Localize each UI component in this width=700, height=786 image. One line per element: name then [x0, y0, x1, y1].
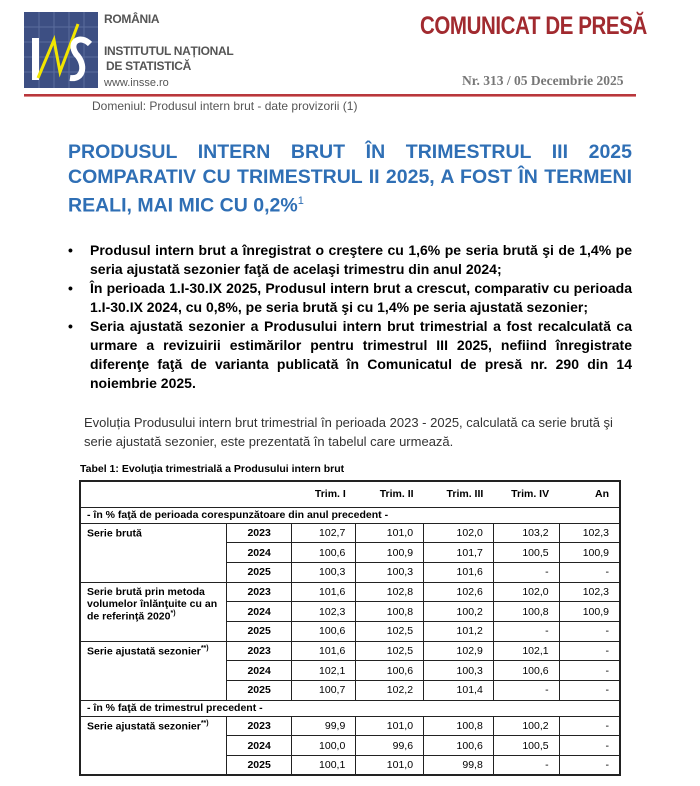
- year-cell: 2025: [226, 681, 292, 701]
- list-item: • Seria ajustată sezonier a Produsului intern brut trimestrial a fost recalculată ca urmare a revizuirii estimărilor pentru trimestrul III 2025, nefiind înregistrate diferenţe faţă de varianta publicată în Comunicatul de presă nr. 290 din 14 noiembrie 2025.: [68, 317, 632, 393]
- value-cell: 100,2: [493, 716, 559, 736]
- value-cell: 102,6: [424, 582, 494, 602]
- value-cell: 100,8: [424, 716, 494, 736]
- section-heading: - în % faţă de perioada corespunzătoare din anul precedent -: [80, 507, 620, 523]
- value-cell: -: [559, 756, 620, 776]
- table-row: [80, 641, 620, 661]
- value-cell: -: [559, 661, 620, 681]
- value-cell: 102,3: [559, 523, 620, 543]
- value-cell: 102,5: [356, 621, 424, 641]
- value-cell: 100,6: [356, 661, 424, 681]
- value-cell: -: [559, 621, 620, 641]
- title-text: PRODUSUL INTERN BRUT ÎN TRIMESTRUL III 2025 COMPARATIV CU TRIMESTRUL II 2025, A FOST ÎN TERMENI REALI, MAI MIC CU 0,2%: [68, 141, 632, 217]
- value-cell: 99,8: [424, 756, 494, 776]
- gdp-table: [79, 480, 621, 776]
- value-cell: -: [559, 716, 620, 736]
- column-header: Trim. I: [292, 481, 356, 507]
- section-heading: - în % faţă de trimestrul precedent -: [80, 700, 620, 716]
- row-group-label: [80, 582, 226, 641]
- footnote-mark: **): [200, 644, 209, 652]
- value-cell: 102,3: [292, 602, 356, 622]
- title-footnote: 1: [297, 195, 304, 207]
- value-cell: 101,7: [424, 543, 494, 563]
- year-cell: 2025: [226, 756, 292, 776]
- value-cell: 99,9: [292, 716, 356, 736]
- value-cell: -: [559, 562, 620, 582]
- value-cell: -: [559, 641, 620, 661]
- footnote-mark: **): [200, 719, 209, 727]
- footnote-mark: *): [170, 609, 176, 617]
- document-type: COMUNICAT DE PRESĂ: [420, 12, 647, 40]
- column-header: Trim. IV: [493, 481, 559, 507]
- value-cell: 102,5: [356, 641, 424, 661]
- value-cell: 101,4: [424, 681, 494, 701]
- table-row: [80, 582, 620, 602]
- value-cell: 100,5: [493, 736, 559, 756]
- value-cell: 100,1: [292, 756, 356, 776]
- value-cell: 103,2: [493, 523, 559, 543]
- group-label-text: Serie brută prin metoda volumelor înlănţuite cu an de referinţă 2020: [87, 585, 218, 623]
- value-cell: 100,6: [424, 736, 494, 756]
- value-cell: 100,6: [292, 621, 356, 641]
- page-title: [68, 140, 632, 218]
- year-cell: 2025: [226, 562, 292, 582]
- column-header: Trim. III: [424, 481, 494, 507]
- column-header: Trim. II: [356, 481, 424, 507]
- institute-name-line1: INSTITUTUL NAȚIONAL: [104, 44, 234, 58]
- section-heading-row: [80, 507, 620, 523]
- table-header-row: [80, 481, 620, 507]
- list-item: • Produsul intern brut a înregistrat o creştere cu 1,6% pe seria brută şi de 1,4% pe seria ajustată sezonier faţă de acelaşi trimestru din anul 2024;: [68, 241, 632, 279]
- value-cell: 101,6: [424, 562, 494, 582]
- year-cell: 2024: [226, 736, 292, 756]
- value-cell: 102,7: [292, 523, 356, 543]
- value-cell: 102,0: [493, 582, 559, 602]
- value-cell: 101,0: [356, 716, 424, 736]
- section-heading-row: [80, 700, 620, 716]
- year-cell: 2023: [226, 523, 292, 543]
- value-cell: 101,2: [424, 621, 494, 641]
- value-cell: 100,3: [356, 562, 424, 582]
- header-divider: [24, 94, 636, 97]
- value-cell: 99,6: [356, 736, 424, 756]
- value-cell: 100,3: [292, 562, 356, 582]
- value-cell: 100,7: [292, 681, 356, 701]
- value-cell: 101,6: [292, 641, 356, 661]
- year-cell: 2025: [226, 621, 292, 641]
- year-cell: 2023: [226, 716, 292, 736]
- value-cell: 100,0: [292, 736, 356, 756]
- year-cell: 2024: [226, 661, 292, 681]
- release-number-date: Nr. 313 / 05 Decembrie 2025: [462, 73, 624, 88]
- list-item: • În perioada 1.I-30.IX 2025, Produsul intern brut a crescut, comparativ cu perioada 1.I-30.IX 2024, cu 0,8%, pe seria brută şi cu 1,4% pe seria ajustată sezonier;: [68, 279, 632, 317]
- value-cell: 102,8: [356, 582, 424, 602]
- row-group-label: [80, 641, 226, 700]
- value-cell: 101,0: [356, 756, 424, 776]
- value-cell: 100,2: [424, 602, 494, 622]
- value-cell: 102,1: [493, 641, 559, 661]
- value-cell: 100,6: [292, 543, 356, 563]
- value-cell: 102,3: [559, 582, 620, 602]
- value-cell: 100,9: [356, 543, 424, 563]
- value-cell: -: [559, 681, 620, 701]
- table-row: [80, 523, 620, 543]
- group-label-text: Serie ajustată sezonier: [87, 720, 201, 733]
- value-cell: 102,2: [356, 681, 424, 701]
- value-cell: 102,1: [292, 661, 356, 681]
- group-label-text: Serie ajustată sezonier: [87, 645, 201, 658]
- value-cell: 102,9: [424, 641, 494, 661]
- value-cell: 100,9: [559, 602, 620, 622]
- table-row: [80, 716, 620, 736]
- row-group-label: [80, 523, 226, 582]
- year-cell: 2024: [226, 602, 292, 622]
- value-cell: 102,0: [424, 523, 494, 543]
- value-cell: -: [493, 621, 559, 641]
- group-label-text: Serie brută: [87, 527, 142, 539]
- domain-label: Domeniul: Produsul intern brut - date provizorii (1): [92, 99, 358, 113]
- intro-paragraph: Evoluția Produsului intern brut trimestrial în perioada 2023 - 2025, calculată ca serie brută şi serie ajustată sezonier, este prezentată în tabelul care urmează.: [84, 415, 613, 449]
- value-cell: 100,6: [493, 661, 559, 681]
- value-cell: -: [493, 562, 559, 582]
- value-cell: 100,9: [559, 543, 620, 563]
- highlights-list: [68, 241, 632, 393]
- country-label: ROMÂNIA: [104, 12, 160, 26]
- value-cell: 101,0: [356, 523, 424, 543]
- value-cell: 100,3: [424, 661, 494, 681]
- year-cell: 2023: [226, 582, 292, 602]
- institute-name-line2: DE STATISTICĂ: [106, 59, 191, 73]
- value-cell: 100,5: [493, 543, 559, 563]
- value-cell: 100,8: [356, 602, 424, 622]
- value-cell: -: [559, 736, 620, 756]
- value-cell: 100,8: [493, 602, 559, 622]
- year-cell: 2023: [226, 641, 292, 661]
- value-cell: 101,6: [292, 582, 356, 602]
- value-cell: -: [493, 756, 559, 776]
- year-cell: 2024: [226, 543, 292, 563]
- ins-logo: [24, 12, 98, 88]
- website-link[interactable]: www.insse.ro: [104, 77, 169, 89]
- value-cell: -: [493, 681, 559, 701]
- table-caption: Tabel 1: Evoluţia trimestrială a Produsului intern brut: [80, 463, 345, 475]
- row-group-label: [80, 716, 226, 775]
- column-header: An: [559, 481, 620, 507]
